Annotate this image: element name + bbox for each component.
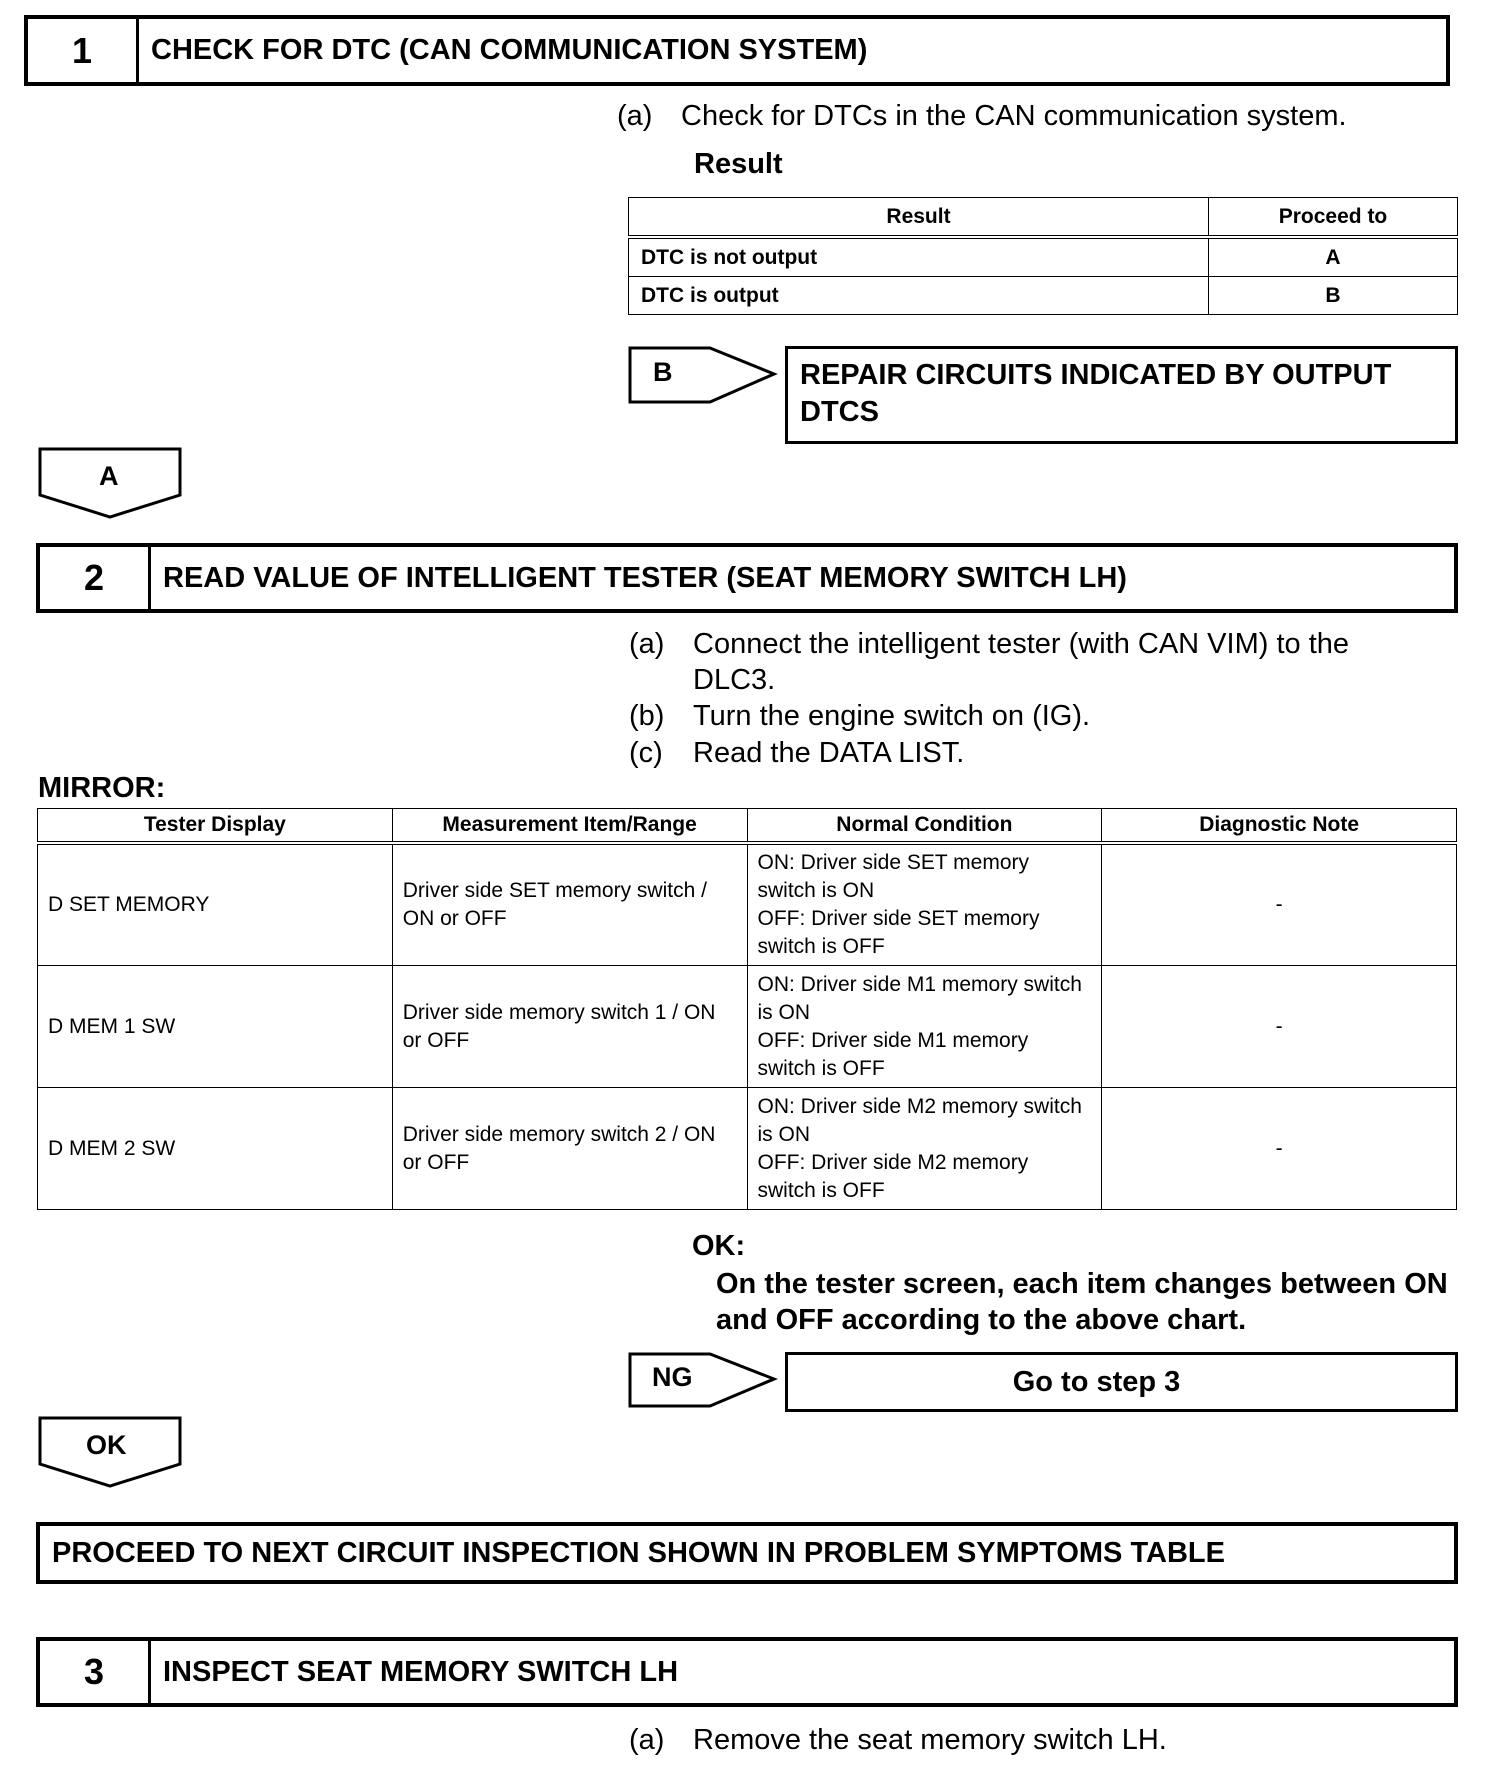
table-cell: - — [1102, 843, 1457, 966]
table-cell: Driver side SET memory switch / ON or OFF — [392, 843, 747, 966]
branch-ng-box — [785, 1352, 1458, 1412]
step-number: 1 — [28, 19, 139, 82]
table-cell: B — [1209, 277, 1458, 315]
table-cell: ON: Driver side M1 memory switch is ON OFF: Driver side M1 memory switch is OFF — [747, 966, 1102, 1088]
table-cell: D SET MEMORY — [38, 843, 393, 966]
branch-b-label: B — [653, 357, 673, 387]
step2-instruction-b — [629, 698, 1429, 734]
instruction-label: (a) — [629, 1724, 665, 1756]
table-cell: ON: Driver side M2 memory switch is ON OFF: Driver side M2 memory switch is OFF — [747, 1088, 1102, 1210]
instruction-text: Connect the intelligent tester (with CAN VIM) to the DLC3. — [693, 628, 1350, 696]
instruction-text: Remove the seat memory switch LH. — [693, 1724, 1167, 1756]
table-row — [629, 277, 1458, 315]
branch-ok-label: OK — [86, 1430, 127, 1460]
step-3-header — [36, 1637, 1458, 1707]
table-cell: ON: Driver side SET memory switch is ON OFF: Driver side SET memory switch is OFF — [747, 843, 1102, 966]
table-cell: - — [1102, 1088, 1457, 1210]
column-header: Normal Condition — [747, 809, 1102, 844]
step-title: CHECK FOR DTC (CAN COMMUNICATION SYSTEM) — [151, 34, 868, 66]
result-header: Result — [629, 198, 1209, 238]
result-table — [628, 197, 1458, 315]
step2-instruction-c — [629, 735, 1429, 771]
step1-instruction-a — [617, 98, 1417, 138]
instruction-text: Check for DTCs in the CAN communication system. — [681, 100, 1347, 132]
branch-b-box — [785, 346, 1458, 444]
step-title: READ VALUE OF INTELLIGENT TESTER (SEAT MEMORY SWITCH LH) — [163, 561, 1127, 594]
table-cell: A — [1209, 237, 1458, 277]
branch-a-label: A — [99, 461, 119, 491]
table-cell: DTC is not output — [629, 237, 1209, 277]
instruction-text: Turn the engine switch on (IG). — [693, 700, 1091, 732]
table-row — [38, 1088, 1457, 1210]
table-row — [38, 843, 1457, 966]
instruction-label: (a) — [617, 100, 653, 132]
table-cell: Driver side memory switch 1 / ON or OFF — [392, 966, 747, 1088]
table-cell: - — [1102, 966, 1457, 1088]
result-heading: Result — [694, 148, 783, 180]
step-title: INSPECT SEAT MEMORY SWITCH LH — [163, 1655, 679, 1688]
data-list-table — [37, 808, 1457, 1210]
table-row — [38, 966, 1457, 1088]
table-cell: D MEM 1 SW — [38, 966, 393, 1088]
step-1-header — [24, 15, 1450, 86]
proceed-box — [36, 1522, 1458, 1584]
ok-heading: OK: — [692, 1230, 746, 1262]
step-number: 2 — [40, 547, 151, 609]
column-header: Measurement Item/Range — [392, 809, 747, 844]
branch-ng-text: Go to step 3 — [1012, 1365, 1181, 1398]
table-cell: DTC is output — [629, 277, 1209, 315]
branch-b-arrow — [628, 346, 778, 404]
instruction-label: (b) — [629, 700, 665, 732]
step-2-header — [36, 543, 1458, 613]
branch-b-text: REPAIR CIRCUITS INDICATED BY OUTPUT DTCS — [800, 359, 1392, 428]
proceed-header: Proceed to — [1209, 198, 1458, 238]
step2-instruction-a — [629, 626, 1429, 698]
table-cell: Driver side memory switch 2 / ON or OFF — [392, 1088, 747, 1210]
proceed-text: PROCEED TO NEXT CIRCUIT INSPECTION SHOWN IN PROBLEM SYMPTOMS TABLE — [52, 1536, 1225, 1569]
table-cell: D MEM 2 SW — [38, 1088, 393, 1210]
instruction-label: (c) — [629, 737, 663, 769]
branch-ng-arrow — [628, 1352, 778, 1408]
step-number: 3 — [40, 1641, 151, 1703]
branch-ng-label: NG — [652, 1362, 693, 1392]
instruction-text: Read the DATA LIST. — [693, 737, 965, 769]
step3-instruction-a — [629, 1722, 1429, 1762]
instruction-label: (a) — [629, 628, 665, 660]
table-row — [629, 237, 1458, 277]
table-heading: MIRROR: — [38, 772, 166, 804]
column-header: Diagnostic Note — [1102, 809, 1457, 844]
ok-text: On the tester screen, each item changes between ON and OFF according to the above chart. — [716, 1268, 1448, 1336]
column-header: Tester Display — [38, 809, 393, 844]
